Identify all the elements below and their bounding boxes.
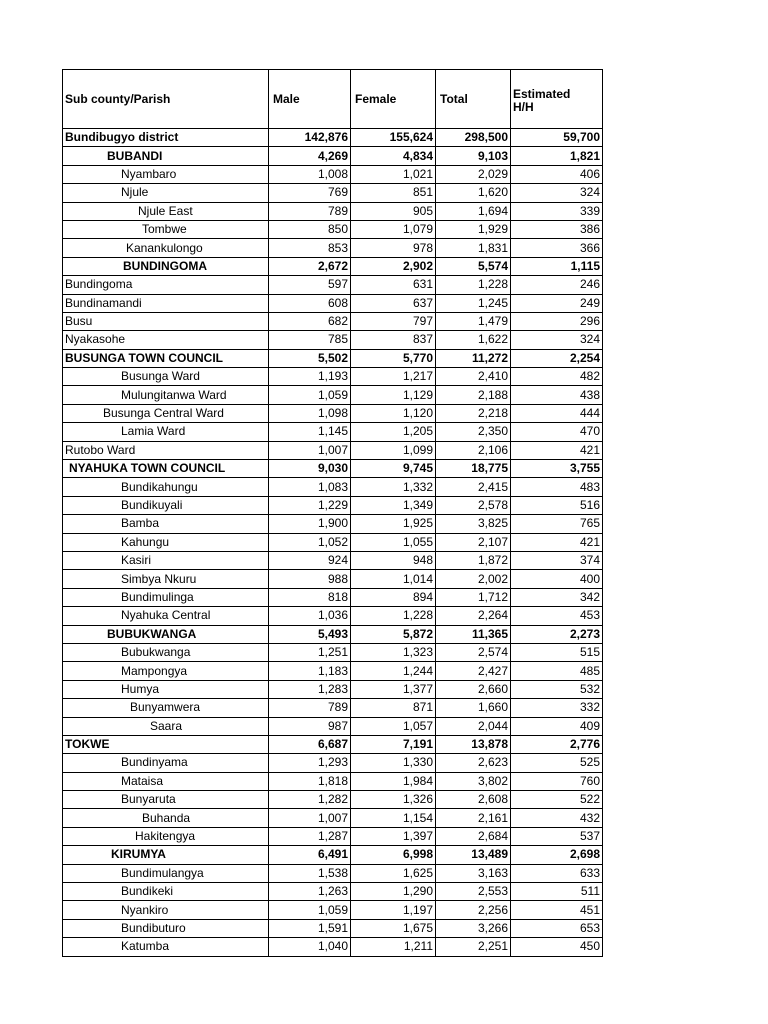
cell-male: 1,007 bbox=[269, 441, 351, 459]
cell-male: 6,687 bbox=[269, 735, 351, 753]
cell-name: Nyakasohe bbox=[63, 331, 269, 349]
table-row bbox=[63, 294, 603, 312]
cell-male: 1,059 bbox=[269, 386, 351, 404]
cell-male: 5,502 bbox=[269, 349, 351, 367]
cell-male: 9,030 bbox=[269, 460, 351, 478]
cell-estimated-hh: 339 bbox=[511, 202, 603, 220]
cell-name: BUBUKWANGA bbox=[63, 625, 269, 643]
cell-male: 1,538 bbox=[269, 864, 351, 882]
cell-name: Kanankulongo bbox=[63, 239, 269, 257]
cell-name: Nyambaro bbox=[63, 165, 269, 183]
cell-female: 1,197 bbox=[351, 901, 436, 919]
cell-total: 3,163 bbox=[436, 864, 511, 882]
cell-total: 2,578 bbox=[436, 496, 511, 514]
table-row bbox=[63, 754, 603, 772]
table-row bbox=[63, 901, 603, 919]
table-row bbox=[63, 662, 603, 680]
cell-total: 2,218 bbox=[436, 404, 511, 422]
cell-total: 1,245 bbox=[436, 294, 511, 312]
cell-estimated-hh: 1,821 bbox=[511, 147, 603, 165]
table-row bbox=[63, 607, 603, 625]
table-row-subtotal bbox=[63, 625, 603, 643]
cell-male: 1,098 bbox=[269, 404, 351, 422]
cell-estimated-hh: 249 bbox=[511, 294, 603, 312]
cell-total: 11,365 bbox=[436, 625, 511, 643]
cell-estimated-hh: 324 bbox=[511, 331, 603, 349]
cell-total: 2,574 bbox=[436, 643, 511, 661]
cell-name: Rutobo Ward bbox=[63, 441, 269, 459]
cell-male: 1,251 bbox=[269, 643, 351, 661]
cell-total: 2,427 bbox=[436, 662, 511, 680]
cell-total: 3,802 bbox=[436, 772, 511, 790]
cell-estimated-hh: 522 bbox=[511, 791, 603, 809]
cell-name: Bundimulinga bbox=[63, 588, 269, 606]
table-row bbox=[63, 919, 603, 937]
cell-male: 1,229 bbox=[269, 496, 351, 514]
cell-estimated-hh: 406 bbox=[511, 165, 603, 183]
cell-estimated-hh: 374 bbox=[511, 551, 603, 569]
cell-female: 1,217 bbox=[351, 368, 436, 386]
table-row bbox=[63, 864, 603, 882]
cell-name: Bundibugyo district bbox=[63, 129, 269, 147]
cell-name: BUNDINGOMA bbox=[63, 257, 269, 275]
cell-estimated-hh: 366 bbox=[511, 239, 603, 257]
cell-name: Bunyamwera bbox=[63, 699, 269, 717]
cell-male: 924 bbox=[269, 551, 351, 569]
cell-name: Mataisa bbox=[63, 772, 269, 790]
cell-name: KIRUMYA bbox=[63, 846, 269, 864]
table-row bbox=[63, 680, 603, 698]
cell-male: 5,493 bbox=[269, 625, 351, 643]
cell-name: Bundinamandi bbox=[63, 294, 269, 312]
cell-male: 769 bbox=[269, 184, 351, 202]
cell-total: 2,553 bbox=[436, 883, 511, 901]
cell-name: Bamba bbox=[63, 515, 269, 533]
cell-name: Bundikahungu bbox=[63, 478, 269, 496]
cell-total: 2,107 bbox=[436, 533, 511, 551]
table-row bbox=[63, 386, 603, 404]
table-row-subtotal bbox=[63, 349, 603, 367]
cell-female: 1,055 bbox=[351, 533, 436, 551]
table-row bbox=[63, 772, 603, 790]
cell-male: 1,818 bbox=[269, 772, 351, 790]
cell-male: 850 bbox=[269, 220, 351, 238]
cell-estimated-hh: 409 bbox=[511, 717, 603, 735]
table-row bbox=[63, 312, 603, 330]
table-row bbox=[63, 699, 603, 717]
cell-female: 5,872 bbox=[351, 625, 436, 643]
cell-female: 851 bbox=[351, 184, 436, 202]
cell-total: 2,256 bbox=[436, 901, 511, 919]
cell-estimated-hh: 324 bbox=[511, 184, 603, 202]
cell-estimated-hh: 525 bbox=[511, 754, 603, 772]
cell-estimated-hh: 444 bbox=[511, 404, 603, 422]
cell-name: NYAHUKA TOWN COUNCIL bbox=[63, 460, 269, 478]
cell-total: 2,264 bbox=[436, 607, 511, 625]
cell-estimated-hh: 2,254 bbox=[511, 349, 603, 367]
cell-estimated-hh: 633 bbox=[511, 864, 603, 882]
cell-name: Buhanda bbox=[63, 809, 269, 827]
cell-name: Bundimulangya bbox=[63, 864, 269, 882]
cell-female: 1,625 bbox=[351, 864, 436, 882]
table-row bbox=[63, 368, 603, 386]
table-row bbox=[63, 202, 603, 220]
cell-estimated-hh: 450 bbox=[511, 938, 603, 956]
cell-name: TOKWE bbox=[63, 735, 269, 753]
cell-total: 3,266 bbox=[436, 919, 511, 937]
cell-estimated-hh: 342 bbox=[511, 588, 603, 606]
cell-estimated-hh: 482 bbox=[511, 368, 603, 386]
cell-estimated-hh: 765 bbox=[511, 515, 603, 533]
cell-female: 7,191 bbox=[351, 735, 436, 753]
cell-female: 1,014 bbox=[351, 570, 436, 588]
cell-female: 1,984 bbox=[351, 772, 436, 790]
cell-male: 2,672 bbox=[269, 257, 351, 275]
cell-male: 1,145 bbox=[269, 423, 351, 441]
table-row bbox=[63, 331, 603, 349]
cell-name: Bundingoma bbox=[63, 276, 269, 294]
cell-female: 1,228 bbox=[351, 607, 436, 625]
cell-name: Mampongya bbox=[63, 662, 269, 680]
header-total: Total bbox=[436, 70, 511, 129]
cell-total: 13,489 bbox=[436, 846, 511, 864]
cell-female: 905 bbox=[351, 202, 436, 220]
cell-estimated-hh: 1,115 bbox=[511, 257, 603, 275]
table-row bbox=[63, 441, 603, 459]
cell-name: Saara bbox=[63, 717, 269, 735]
cell-name: Bunyaruta bbox=[63, 791, 269, 809]
cell-name: Nyahuka Central bbox=[63, 607, 269, 625]
cell-name: Bundibuturo bbox=[63, 919, 269, 937]
cell-name: BUBANDI bbox=[63, 147, 269, 165]
cell-male: 4,269 bbox=[269, 147, 351, 165]
cell-total: 18,775 bbox=[436, 460, 511, 478]
cell-estimated-hh: 296 bbox=[511, 312, 603, 330]
cell-female: 1,330 bbox=[351, 754, 436, 772]
cell-male: 1,052 bbox=[269, 533, 351, 551]
cell-name: Njule East bbox=[63, 202, 269, 220]
cell-female: 797 bbox=[351, 312, 436, 330]
cell-name: Bubukwanga bbox=[63, 643, 269, 661]
cell-male: 1,036 bbox=[269, 607, 351, 625]
cell-total: 13,878 bbox=[436, 735, 511, 753]
table-row-subtotal bbox=[63, 129, 603, 147]
cell-total: 1,620 bbox=[436, 184, 511, 202]
table-row-subtotal bbox=[63, 846, 603, 864]
cell-male: 1,900 bbox=[269, 515, 351, 533]
cell-estimated-hh: 537 bbox=[511, 827, 603, 845]
cell-total: 5,574 bbox=[436, 257, 511, 275]
cell-male: 785 bbox=[269, 331, 351, 349]
cell-estimated-hh: 386 bbox=[511, 220, 603, 238]
table-row bbox=[63, 220, 603, 238]
cell-estimated-hh: 438 bbox=[511, 386, 603, 404]
cell-total: 2,410 bbox=[436, 368, 511, 386]
cell-female: 1,349 bbox=[351, 496, 436, 514]
cell-total: 11,272 bbox=[436, 349, 511, 367]
cell-name: Katumba bbox=[63, 938, 269, 956]
cell-female: 631 bbox=[351, 276, 436, 294]
cell-estimated-hh: 511 bbox=[511, 883, 603, 901]
cell-female: 1,211 bbox=[351, 938, 436, 956]
cell-male: 1,283 bbox=[269, 680, 351, 698]
cell-female: 894 bbox=[351, 588, 436, 606]
cell-female: 155,624 bbox=[351, 129, 436, 147]
cell-male: 142,876 bbox=[269, 129, 351, 147]
cell-estimated-hh: 332 bbox=[511, 699, 603, 717]
cell-name: Simbya Nkuru bbox=[63, 570, 269, 588]
cell-estimated-hh: 421 bbox=[511, 533, 603, 551]
cell-estimated-hh: 485 bbox=[511, 662, 603, 680]
cell-estimated-hh: 2,273 bbox=[511, 625, 603, 643]
table-row bbox=[63, 938, 603, 956]
cell-name: Bundikeki bbox=[63, 883, 269, 901]
cell-male: 853 bbox=[269, 239, 351, 257]
cell-female: 1,323 bbox=[351, 643, 436, 661]
cell-female: 1,079 bbox=[351, 220, 436, 238]
table-row bbox=[63, 184, 603, 202]
cell-total: 2,623 bbox=[436, 754, 511, 772]
header-female: Female bbox=[351, 70, 436, 129]
cell-name: Bundikuyali bbox=[63, 496, 269, 514]
cell-female: 6,998 bbox=[351, 846, 436, 864]
table-row bbox=[63, 423, 603, 441]
cell-male: 789 bbox=[269, 202, 351, 220]
cell-female: 1,244 bbox=[351, 662, 436, 680]
cell-total: 9,103 bbox=[436, 147, 511, 165]
cell-total: 1,479 bbox=[436, 312, 511, 330]
cell-name: Hakitengya bbox=[63, 827, 269, 845]
cell-female: 1,057 bbox=[351, 717, 436, 735]
cell-estimated-hh: 400 bbox=[511, 570, 603, 588]
table-row bbox=[63, 643, 603, 661]
cell-total: 2,002 bbox=[436, 570, 511, 588]
cell-female: 1,099 bbox=[351, 441, 436, 459]
cell-total: 2,608 bbox=[436, 791, 511, 809]
table-row bbox=[63, 404, 603, 422]
cell-male: 1,183 bbox=[269, 662, 351, 680]
cell-total: 1,831 bbox=[436, 239, 511, 257]
cell-name: Kasiri bbox=[63, 551, 269, 569]
cell-name: Nyankiro bbox=[63, 901, 269, 919]
cell-name: Bundinyama bbox=[63, 754, 269, 772]
cell-female: 1,290 bbox=[351, 883, 436, 901]
cell-female: 637 bbox=[351, 294, 436, 312]
cell-female: 871 bbox=[351, 699, 436, 717]
cell-female: 1,021 bbox=[351, 165, 436, 183]
table-row bbox=[63, 717, 603, 735]
header-male: Male bbox=[269, 70, 351, 129]
cell-male: 1,282 bbox=[269, 791, 351, 809]
cell-estimated-hh: 532 bbox=[511, 680, 603, 698]
cell-male: 1,293 bbox=[269, 754, 351, 772]
table-row bbox=[63, 791, 603, 809]
cell-name: Tombwe bbox=[63, 220, 269, 238]
cell-total: 2,044 bbox=[436, 717, 511, 735]
table-row-subtotal bbox=[63, 147, 603, 165]
cell-total: 1,694 bbox=[436, 202, 511, 220]
cell-estimated-hh: 483 bbox=[511, 478, 603, 496]
cell-name: Busunga Ward bbox=[63, 368, 269, 386]
cell-male: 988 bbox=[269, 570, 351, 588]
cell-female: 1,120 bbox=[351, 404, 436, 422]
table-row bbox=[63, 515, 603, 533]
table-row bbox=[63, 809, 603, 827]
cell-male: 1,008 bbox=[269, 165, 351, 183]
cell-female: 4,834 bbox=[351, 147, 436, 165]
table-row bbox=[63, 276, 603, 294]
cell-total: 2,188 bbox=[436, 386, 511, 404]
cell-male: 818 bbox=[269, 588, 351, 606]
cell-total: 3,825 bbox=[436, 515, 511, 533]
cell-male: 6,491 bbox=[269, 846, 351, 864]
cell-female: 1,154 bbox=[351, 809, 436, 827]
cell-estimated-hh: 421 bbox=[511, 441, 603, 459]
cell-female: 1,205 bbox=[351, 423, 436, 441]
cell-total: 1,872 bbox=[436, 551, 511, 569]
cell-total: 2,106 bbox=[436, 441, 511, 459]
cell-male: 1,059 bbox=[269, 901, 351, 919]
table-row bbox=[63, 478, 603, 496]
cell-male: 1,083 bbox=[269, 478, 351, 496]
cell-estimated-hh: 59,700 bbox=[511, 129, 603, 147]
cell-estimated-hh: 653 bbox=[511, 919, 603, 937]
table-row bbox=[63, 588, 603, 606]
cell-total: 1,712 bbox=[436, 588, 511, 606]
table-row-subtotal bbox=[63, 735, 603, 753]
cell-female: 1,397 bbox=[351, 827, 436, 845]
cell-name: Njule bbox=[63, 184, 269, 202]
table-row bbox=[63, 827, 603, 845]
cell-estimated-hh: 246 bbox=[511, 276, 603, 294]
cell-female: 837 bbox=[351, 331, 436, 349]
cell-estimated-hh: 2,698 bbox=[511, 846, 603, 864]
cell-male: 1,287 bbox=[269, 827, 351, 845]
cell-female: 948 bbox=[351, 551, 436, 569]
cell-name: Mulungitanwa Ward bbox=[63, 386, 269, 404]
table-row bbox=[63, 570, 603, 588]
cell-estimated-hh: 515 bbox=[511, 643, 603, 661]
cell-male: 1,007 bbox=[269, 809, 351, 827]
cell-female: 1,925 bbox=[351, 515, 436, 533]
cell-male: 597 bbox=[269, 276, 351, 294]
cell-total: 1,660 bbox=[436, 699, 511, 717]
cell-estimated-hh: 760 bbox=[511, 772, 603, 790]
cell-name: Busunga Central Ward bbox=[63, 404, 269, 422]
cell-name: Lamia Ward bbox=[63, 423, 269, 441]
table-row-subtotal bbox=[63, 257, 603, 275]
cell-male: 987 bbox=[269, 717, 351, 735]
cell-male: 1,040 bbox=[269, 938, 351, 956]
cell-name: BUSUNGA TOWN COUNCIL bbox=[63, 349, 269, 367]
cell-female: 1,377 bbox=[351, 680, 436, 698]
cell-estimated-hh: 453 bbox=[511, 607, 603, 625]
cell-female: 1,129 bbox=[351, 386, 436, 404]
cell-female: 1,332 bbox=[351, 478, 436, 496]
cell-total: 298,500 bbox=[436, 129, 511, 147]
table-row bbox=[63, 883, 603, 901]
cell-total: 2,684 bbox=[436, 827, 511, 845]
cell-total: 1,929 bbox=[436, 220, 511, 238]
cell-estimated-hh: 432 bbox=[511, 809, 603, 827]
cell-female: 1,326 bbox=[351, 791, 436, 809]
cell-total: 2,251 bbox=[436, 938, 511, 956]
table-row-subtotal bbox=[63, 460, 603, 478]
table-row bbox=[63, 533, 603, 551]
population-table bbox=[62, 69, 603, 957]
cell-name: Humya bbox=[63, 680, 269, 698]
cell-total: 1,228 bbox=[436, 276, 511, 294]
cell-name: Busu bbox=[63, 312, 269, 330]
table-row bbox=[63, 551, 603, 569]
cell-total: 2,161 bbox=[436, 809, 511, 827]
cell-male: 608 bbox=[269, 294, 351, 312]
cell-female: 9,745 bbox=[351, 460, 436, 478]
cell-total: 2,660 bbox=[436, 680, 511, 698]
cell-male: 682 bbox=[269, 312, 351, 330]
table-row bbox=[63, 496, 603, 514]
cell-name: Kahungu bbox=[63, 533, 269, 551]
header-estimated-hh: Estimated H/H bbox=[511, 70, 603, 129]
cell-estimated-hh: 451 bbox=[511, 901, 603, 919]
cell-estimated-hh: 2,776 bbox=[511, 735, 603, 753]
cell-total: 2,415 bbox=[436, 478, 511, 496]
cell-male: 789 bbox=[269, 699, 351, 717]
table-body bbox=[63, 129, 603, 957]
cell-male: 1,193 bbox=[269, 368, 351, 386]
cell-female: 5,770 bbox=[351, 349, 436, 367]
cell-estimated-hh: 3,755 bbox=[511, 460, 603, 478]
cell-female: 1,675 bbox=[351, 919, 436, 937]
cell-male: 1,263 bbox=[269, 883, 351, 901]
cell-estimated-hh: 470 bbox=[511, 423, 603, 441]
header-row bbox=[63, 70, 603, 129]
cell-female: 2,902 bbox=[351, 257, 436, 275]
cell-total: 2,350 bbox=[436, 423, 511, 441]
cell-estimated-hh: 516 bbox=[511, 496, 603, 514]
cell-total: 1,622 bbox=[436, 331, 511, 349]
cell-total: 2,029 bbox=[436, 165, 511, 183]
table-row bbox=[63, 165, 603, 183]
table-row bbox=[63, 239, 603, 257]
cell-male: 1,591 bbox=[269, 919, 351, 937]
cell-female: 978 bbox=[351, 239, 436, 257]
header-subcounty: Sub county/Parish bbox=[63, 70, 269, 129]
